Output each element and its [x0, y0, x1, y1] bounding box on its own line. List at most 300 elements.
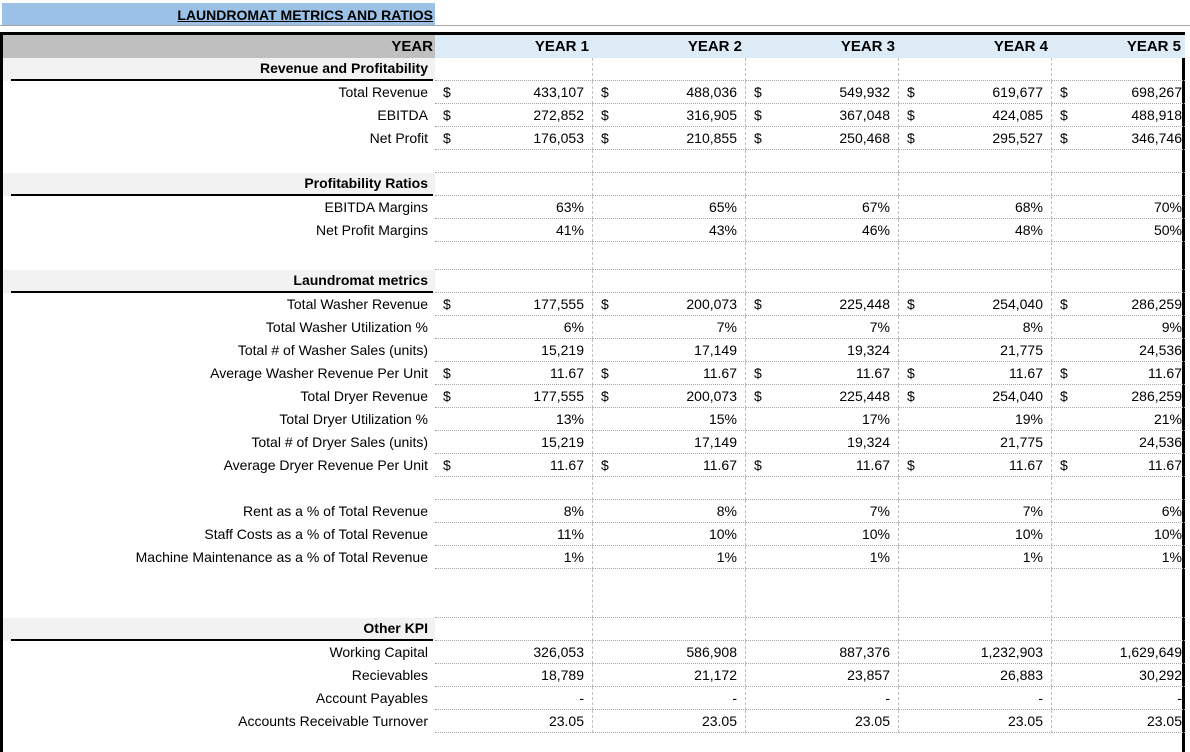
value: 1%	[1161, 549, 1182, 565]
value-cell[interactable]	[746, 293, 899, 316]
value-cell[interactable]	[435, 293, 593, 316]
table-row	[3, 641, 1182, 664]
divider	[0, 25, 1190, 26]
year-header[interactable]: YEAR 1	[435, 35, 593, 58]
value: 272,852	[533, 107, 584, 123]
section-title-text: Profitability Ratios	[11, 173, 433, 196]
value-cell[interactable]	[899, 58, 1052, 81]
value: 48%	[1014, 222, 1043, 238]
value: 23.05	[548, 713, 584, 729]
value-cell[interactable]	[1052, 196, 1185, 219]
value: 326,053	[533, 644, 584, 660]
row-label[interactable]: Total Dryer Revenue	[300, 388, 428, 404]
value-cell[interactable]	[593, 242, 746, 270]
value-cell[interactable]	[746, 362, 899, 385]
value: 68%	[1014, 199, 1043, 215]
table-row	[3, 710, 1182, 733]
currency-symbol: $	[1060, 388, 1068, 404]
value-cell[interactable]	[435, 618, 593, 641]
blank-cell	[3, 569, 435, 618]
currency-symbol: $	[601, 296, 609, 312]
value: 11.67	[703, 457, 737, 473]
table-row	[3, 196, 1182, 219]
value-cell[interactable]	[435, 546, 593, 569]
value-cell[interactable]	[435, 687, 593, 710]
currency-symbol: $	[907, 296, 915, 312]
value-cell[interactable]	[593, 385, 746, 408]
value-cell[interactable]	[1052, 454, 1185, 477]
row-label[interactable]: Total Washer Utilization %	[265, 319, 428, 335]
value-cell[interactable]	[435, 219, 593, 242]
value-cell[interactable]	[746, 150, 899, 173]
table-row	[3, 546, 1182, 569]
value-cell[interactable]	[435, 523, 593, 546]
value: -	[579, 690, 584, 706]
value-cell[interactable]	[435, 173, 593, 196]
value-cell[interactable]	[899, 270, 1052, 293]
value-cell[interactable]	[593, 523, 746, 546]
row-label[interactable]: Total # of Washer Sales (units)	[237, 342, 428, 358]
value-cell[interactable]	[899, 523, 1052, 546]
value-cell[interactable]	[593, 270, 746, 293]
value-cell[interactable]	[899, 385, 1052, 408]
value-cell[interactable]	[746, 431, 899, 454]
row-label[interactable]: Total Revenue	[338, 84, 428, 100]
value-cell[interactable]	[899, 546, 1052, 569]
section-title-text: Other KPI	[11, 618, 433, 641]
value-cell[interactable]	[1052, 523, 1185, 546]
value: 177,555	[533, 388, 584, 404]
blank-cell	[3, 477, 435, 500]
value-cell[interactable]	[746, 641, 899, 664]
value-cell[interactable]	[899, 127, 1052, 150]
value-cell[interactable]	[746, 127, 899, 150]
table-row	[3, 293, 1182, 316]
value-cell[interactable]	[435, 641, 593, 664]
value-cell[interactable]	[593, 477, 746, 500]
value-cell[interactable]	[1052, 81, 1185, 104]
value-cell[interactable]	[435, 104, 593, 127]
currency-symbol: $	[601, 457, 609, 473]
value: 15%	[708, 411, 737, 427]
value-cell[interactable]	[899, 454, 1052, 477]
row-label[interactable]: Staff Costs as a % of Total Revenue	[204, 526, 428, 542]
value-cell[interactable]	[1052, 477, 1185, 500]
value-cell[interactable]	[1052, 270, 1185, 293]
value: 63%	[555, 199, 584, 215]
value-cell[interactable]	[899, 173, 1052, 196]
value-cell[interactable]	[435, 408, 593, 431]
value-cell[interactable]	[1052, 687, 1185, 710]
value-cell[interactable]	[435, 339, 593, 362]
table-row	[3, 385, 1182, 408]
value-cell[interactable]	[435, 362, 593, 385]
currency-symbol: $	[754, 84, 762, 100]
value-cell[interactable]	[746, 454, 899, 477]
value: 8%	[716, 503, 737, 519]
section-title-text: Laundromat metrics	[11, 270, 433, 293]
row-label[interactable]: EBITDA	[377, 107, 428, 123]
value: 23.05	[1146, 713, 1182, 729]
table-row	[3, 664, 1182, 687]
value-cell[interactable]	[593, 219, 746, 242]
value: 10%	[1014, 526, 1043, 542]
value: 11.67	[1009, 365, 1043, 381]
currency-symbol: $	[443, 365, 451, 381]
value: 8%	[1022, 319, 1043, 335]
value-cell[interactable]	[435, 454, 593, 477]
value-cell[interactable]	[435, 710, 593, 733]
row-label[interactable]: Total Washer Revenue	[286, 296, 428, 312]
value-cell[interactable]	[593, 546, 746, 569]
value-cell[interactable]	[746, 408, 899, 431]
blank-cell	[3, 242, 435, 270]
value-cell[interactable]	[593, 569, 746, 618]
value-cell[interactable]	[746, 339, 899, 362]
row-label[interactable]: Account Payables	[315, 690, 428, 706]
value: -	[1038, 690, 1043, 706]
currency-symbol: $	[443, 107, 451, 123]
value-cell[interactable]	[435, 150, 593, 173]
value: 15,219	[541, 434, 584, 450]
value-cell[interactable]	[1052, 431, 1185, 454]
value-cell[interactable]	[746, 477, 899, 500]
currency-symbol: $	[754, 107, 762, 123]
value-cell[interactable]	[1052, 641, 1185, 664]
value-cell[interactable]	[1052, 710, 1185, 733]
value: 6%	[1161, 503, 1182, 519]
table-row	[3, 362, 1182, 385]
value-cell[interactable]	[746, 242, 899, 270]
value-cell[interactable]	[1052, 127, 1185, 150]
blank-row	[3, 242, 1182, 270]
currency-symbol: $	[601, 107, 609, 123]
value-cell[interactable]	[899, 618, 1052, 641]
value-cell[interactable]	[435, 81, 593, 104]
value-cell[interactable]	[593, 173, 746, 196]
row-label[interactable]: Net Profit	[369, 130, 428, 146]
year-header-row	[3, 35, 1182, 58]
value-cell[interactable]	[593, 104, 746, 127]
value-cell[interactable]	[593, 431, 746, 454]
value-cell[interactable]	[746, 500, 899, 523]
value-cell[interactable]	[1052, 150, 1185, 173]
value: -	[1177, 690, 1182, 706]
value-cell[interactable]	[593, 710, 746, 733]
value: 65%	[708, 199, 737, 215]
value: 433,107	[533, 84, 584, 100]
value: 21,775	[1000, 342, 1043, 358]
value: 7%	[869, 503, 890, 519]
row-label[interactable]: Accounts Receivable Turnover	[238, 713, 428, 729]
value-cell[interactable]	[435, 431, 593, 454]
currency-symbol: $	[443, 84, 451, 100]
value: 316,905	[686, 107, 737, 123]
blank-row	[3, 477, 1182, 500]
year-header[interactable]: YEAR 4	[899, 35, 1052, 58]
value-cell[interactable]	[746, 196, 899, 219]
value: 24,536	[1139, 342, 1182, 358]
currency-symbol: $	[1060, 365, 1068, 381]
value-cell[interactable]	[899, 196, 1052, 219]
value-cell[interactable]	[1052, 242, 1185, 270]
value: 10%	[861, 526, 890, 542]
value-cell[interactable]	[593, 408, 746, 431]
value-cell[interactable]	[435, 270, 593, 293]
value-cell[interactable]	[746, 270, 899, 293]
value-cell[interactable]	[746, 385, 899, 408]
value-cell[interactable]	[1052, 339, 1185, 362]
value-cell[interactable]	[593, 150, 746, 173]
currency-symbol: $	[1060, 457, 1068, 473]
section-title[interactable]	[3, 270, 435, 293]
value: 6%	[563, 319, 584, 335]
value-cell[interactable]	[746, 219, 899, 242]
value: 43%	[708, 222, 737, 238]
value-cell[interactable]	[1052, 546, 1185, 569]
row-label[interactable]: Rent as a % of Total Revenue	[243, 503, 428, 519]
currency-symbol: $	[754, 365, 762, 381]
value-cell[interactable]	[746, 81, 899, 104]
value-cell[interactable]	[1052, 316, 1185, 339]
value-cell[interactable]	[746, 687, 899, 710]
currency-symbol: $	[1060, 296, 1068, 312]
currency-symbol: $	[601, 388, 609, 404]
value: 9%	[1161, 319, 1182, 335]
value-cell[interactable]	[746, 523, 899, 546]
row-label[interactable]: Total # of Dryer Sales (units)	[251, 434, 428, 450]
value: 19%	[1014, 411, 1043, 427]
row-label[interactable]: Machine Maintenance as a % of Total Revenue	[135, 549, 428, 565]
section-title[interactable]	[3, 618, 435, 641]
value: 24,536	[1139, 434, 1182, 450]
value-cell[interactable]	[593, 664, 746, 687]
value-cell[interactable]	[746, 569, 899, 618]
value: 887,376	[839, 644, 890, 660]
row-label[interactable]: Total Dryer Utilization %	[279, 411, 428, 427]
value-cell[interactable]	[593, 500, 746, 523]
value: 19,324	[847, 342, 890, 358]
value-cell[interactable]	[1052, 500, 1185, 523]
table-row	[3, 408, 1182, 431]
value-cell[interactable]	[899, 687, 1052, 710]
value: 11.67	[703, 365, 737, 381]
value: 70%	[1153, 199, 1182, 215]
value: 41%	[555, 222, 584, 238]
value: 1%	[1022, 549, 1043, 565]
value: -	[885, 690, 890, 706]
value-cell[interactable]	[899, 293, 1052, 316]
value-cell[interactable]	[899, 408, 1052, 431]
value-cell[interactable]	[746, 618, 899, 641]
value-cell[interactable]	[1052, 569, 1185, 618]
value-cell[interactable]	[593, 316, 746, 339]
value: 286,259	[1131, 388, 1182, 404]
value-cell[interactable]	[746, 546, 899, 569]
currency-symbol: $	[907, 130, 915, 146]
value-cell[interactable]	[435, 316, 593, 339]
value: 200,073	[686, 296, 737, 312]
row-label[interactable]: Average Dryer Revenue Per Unit	[223, 457, 428, 473]
value-cell[interactable]	[1052, 58, 1185, 81]
currency-symbol: $	[601, 84, 609, 100]
value-cell[interactable]	[435, 569, 593, 618]
value: 488,918	[1131, 107, 1182, 123]
value-cell[interactable]	[899, 477, 1052, 500]
year-header[interactable]: YEAR 3	[746, 35, 899, 58]
value-cell[interactable]	[899, 219, 1052, 242]
blank-cell	[3, 150, 435, 173]
value-cell[interactable]	[899, 150, 1052, 173]
value-cell[interactable]	[746, 664, 899, 687]
value-cell[interactable]	[435, 196, 593, 219]
value-cell[interactable]	[1052, 664, 1185, 687]
value: 7%	[716, 319, 737, 335]
value-cell[interactable]	[593, 127, 746, 150]
value: 46%	[861, 222, 890, 238]
value: 367,048	[839, 107, 890, 123]
section-title[interactable]	[3, 173, 435, 196]
value: 26,883	[1000, 667, 1043, 683]
sheet-title: LAUNDROMAT METRICS AND RATIOS	[2, 3, 435, 25]
value-cell[interactable]	[593, 362, 746, 385]
currency-symbol: $	[443, 457, 451, 473]
value: 346,746	[1131, 130, 1182, 146]
currency-symbol: $	[1060, 84, 1068, 100]
year-header[interactable]: YEAR 2	[593, 35, 746, 58]
value: 286,259	[1131, 296, 1182, 312]
section-header-row	[3, 270, 1182, 293]
value: 11.67	[856, 365, 890, 381]
section-title[interactable]	[3, 58, 435, 81]
value: 21%	[1153, 411, 1182, 427]
value: 1%	[869, 549, 890, 565]
value: 11.67	[550, 457, 584, 473]
value-cell[interactable]	[593, 58, 746, 81]
value-cell[interactable]	[1052, 362, 1185, 385]
value: 424,085	[992, 107, 1043, 123]
value-cell[interactable]	[1052, 293, 1185, 316]
row-label[interactable]: Average Washer Revenue Per Unit	[210, 365, 428, 381]
value: 619,677	[992, 84, 1043, 100]
value: 1%	[716, 549, 737, 565]
value-cell[interactable]	[899, 500, 1052, 523]
row-label[interactable]: EBITDA Margins	[324, 199, 428, 215]
value-cell[interactable]	[899, 431, 1052, 454]
year-header[interactable]: YEAR 5	[1052, 35, 1185, 58]
value-cell[interactable]	[899, 339, 1052, 362]
value-cell[interactable]	[435, 127, 593, 150]
value-cell[interactable]	[435, 242, 593, 270]
value: 17,149	[694, 342, 737, 358]
value: 295,527	[992, 130, 1043, 146]
value-cell[interactable]	[899, 362, 1052, 385]
value-cell[interactable]	[746, 173, 899, 196]
value-cell[interactable]	[593, 81, 746, 104]
row-label[interactable]: Working Capital	[329, 644, 428, 660]
row-label[interactable]: Net Profit Margins	[315, 222, 428, 238]
value: 200,073	[686, 388, 737, 404]
currency-symbol: $	[754, 388, 762, 404]
table-body	[3, 58, 1182, 733]
value: 18,789	[541, 667, 584, 683]
value: 11.67	[550, 365, 584, 381]
value-cell[interactable]	[899, 710, 1052, 733]
table-row	[3, 523, 1182, 546]
currency-symbol: $	[443, 130, 451, 146]
table-row	[3, 500, 1182, 523]
currency-symbol: $	[601, 365, 609, 381]
value: 210,855	[686, 130, 737, 146]
value: 11.67	[1148, 365, 1182, 381]
value: 8%	[563, 503, 584, 519]
value-cell[interactable]	[435, 664, 593, 687]
value-cell[interactable]	[899, 81, 1052, 104]
value-cell[interactable]	[1052, 173, 1185, 196]
value-cell[interactable]	[899, 316, 1052, 339]
currency-symbol: $	[1060, 130, 1068, 146]
value-cell[interactable]	[593, 454, 746, 477]
value: 21,775	[1000, 434, 1043, 450]
value: 17,149	[694, 434, 737, 450]
currency-symbol: $	[907, 457, 915, 473]
value: 177,555	[533, 296, 584, 312]
value: 225,448	[839, 388, 890, 404]
value-cell[interactable]	[435, 477, 593, 500]
value-cell[interactable]	[899, 569, 1052, 618]
metrics-table	[0, 32, 1185, 752]
value: 17%	[861, 411, 890, 427]
value: 254,040	[992, 296, 1043, 312]
currency-symbol: $	[907, 107, 915, 123]
value-cell[interactable]	[593, 339, 746, 362]
table-row	[3, 81, 1182, 104]
value: 10%	[708, 526, 737, 542]
value-cell[interactable]	[746, 316, 899, 339]
value-cell[interactable]	[593, 618, 746, 641]
value-cell[interactable]	[593, 687, 746, 710]
value-cell[interactable]	[899, 664, 1052, 687]
value-cell[interactable]	[593, 293, 746, 316]
year-header-label[interactable]: YEAR	[3, 35, 435, 58]
value-cell[interactable]	[746, 58, 899, 81]
value-cell[interactable]	[435, 385, 593, 408]
value-cell[interactable]	[1052, 408, 1185, 431]
value-cell[interactable]	[1052, 385, 1185, 408]
value: 23.05	[701, 713, 737, 729]
value-cell[interactable]	[746, 710, 899, 733]
value-cell[interactable]	[899, 242, 1052, 270]
value-cell[interactable]	[593, 641, 746, 664]
table-row	[3, 454, 1182, 477]
value-cell[interactable]	[899, 104, 1052, 127]
value-cell[interactable]	[899, 641, 1052, 664]
value: 11.67	[1148, 457, 1182, 473]
value-cell[interactable]	[435, 500, 593, 523]
value-cell[interactable]	[593, 196, 746, 219]
row-label[interactable]: Recievables	[351, 667, 428, 683]
table-row	[3, 104, 1182, 127]
value-cell[interactable]	[1052, 219, 1185, 242]
section-header-row	[3, 173, 1182, 196]
value-cell[interactable]	[746, 104, 899, 127]
value-cell[interactable]	[435, 58, 593, 81]
value: 11.67	[1009, 457, 1043, 473]
value-cell[interactable]	[1052, 618, 1185, 641]
table-row	[3, 339, 1182, 362]
value: 11.67	[856, 457, 890, 473]
value-cell[interactable]	[1052, 104, 1185, 127]
